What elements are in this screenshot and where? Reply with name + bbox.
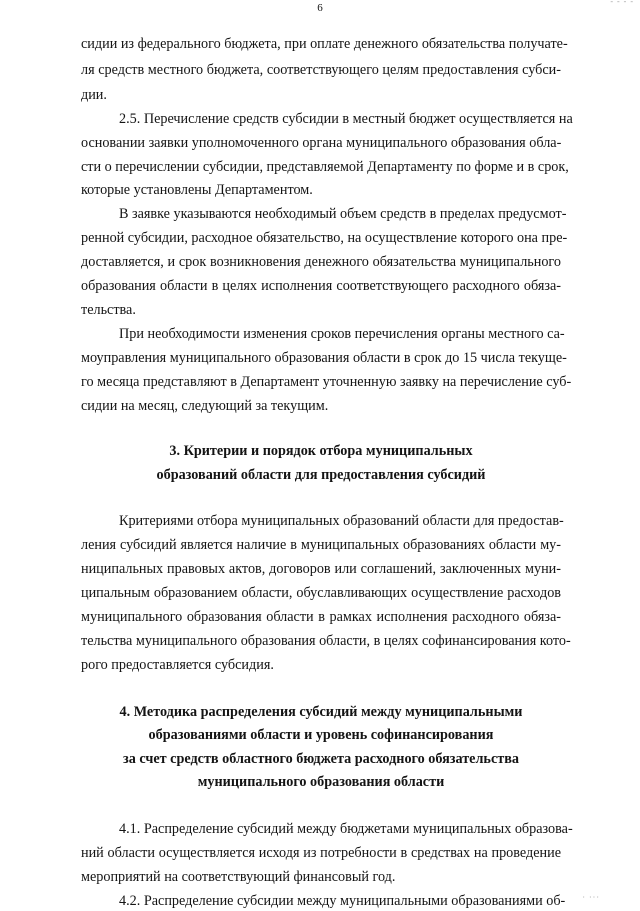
text-line: дии. (81, 87, 107, 103)
text-line: ления субсидий является наличие в муниципальных образованиях области му- (81, 537, 561, 553)
text-line: моуправления муниципального образования области в срок до 15 числа текуще- (81, 350, 567, 366)
text-line: муниципального образования области в рамках исполнения расходного обяза- (81, 609, 561, 625)
text-line: сидии из федерального бюджета, при оплате денежного обязательства получате- (81, 36, 568, 52)
text-line: тельства. (81, 302, 136, 318)
text-line: тельства муниципального образования области, в целях софинансирования кото- (81, 633, 571, 649)
text-line: В заявке указываются необходимый объем средств в пределах предусмот- (119, 206, 567, 222)
page-number: 6 (317, 2, 323, 14)
text-line: го месяца представляют в Департамент уточненную заявку на перечисление суб- (81, 374, 572, 390)
text-line: сти о перечислении субсидии, представляемой Департаменту по форме и в срок, (81, 159, 569, 175)
text-line: ля средств местного бюджета, соответствующего целям предоставления субси- (81, 62, 561, 78)
text-line: образования области в целях исполнения соответствующего расходного обяза- (81, 278, 561, 294)
text-line: доставляется, и срок возникновения денежного обязательства муниципального (81, 254, 561, 270)
text-line: Критериями отбора муниципальных образований области для предостав- (119, 513, 564, 529)
text-line: основании заявки уполномоченного органа муниципального образования обла- (81, 135, 562, 151)
section-heading: образований области для предоставления субсидий (156, 467, 486, 483)
scan-mark-top: - - - - (610, 0, 634, 6)
section-heading: образованиями области и уровень софинансирования (148, 727, 494, 743)
text-line: сидии на месяц, следующий за текущим. (81, 398, 329, 414)
text-line: рого предоставляется субсидия. (81, 657, 274, 673)
section-heading: за счет средств областного бюджета расходного обязательства (123, 751, 519, 767)
text-line: ренной субсидии, расходное обязательство, на осуществление которого она пре- (81, 230, 568, 246)
text-line: 4.1. Распределение субсидий между бюджетами муниципальных образова- (119, 821, 573, 837)
scan-mark-bottom: · ··· (582, 893, 600, 902)
text-line: ниципальных правовых актов, договоров или соглашений, заключенных муни- (81, 561, 561, 577)
text-line: 2.5. Перечисление средств субсидии в местный бюджет осуществляется на (119, 111, 573, 127)
text-line: мероприятий на соответствующий финансовый год. (81, 869, 396, 885)
text-line: которые установлены Департаментом. (81, 182, 313, 198)
text-line: При необходимости изменения сроков перечисления органы местного са- (119, 326, 565, 342)
section-heading: муниципального образования области (197, 774, 445, 790)
text-line: ний области осуществляется исходя из потребности в средствах на проведение (81, 845, 561, 861)
section-heading: 4. Методика распределения субсидий между муниципальными (119, 704, 523, 720)
section-heading: 3. Критерии и порядок отбора муниципальных (169, 443, 473, 459)
text-line: ципальным образованием области, обуславливающих осуществление расходов (81, 585, 561, 601)
text-line: 4.2. Распределение субсидии между муниципальными образованиями об- (119, 893, 566, 909)
